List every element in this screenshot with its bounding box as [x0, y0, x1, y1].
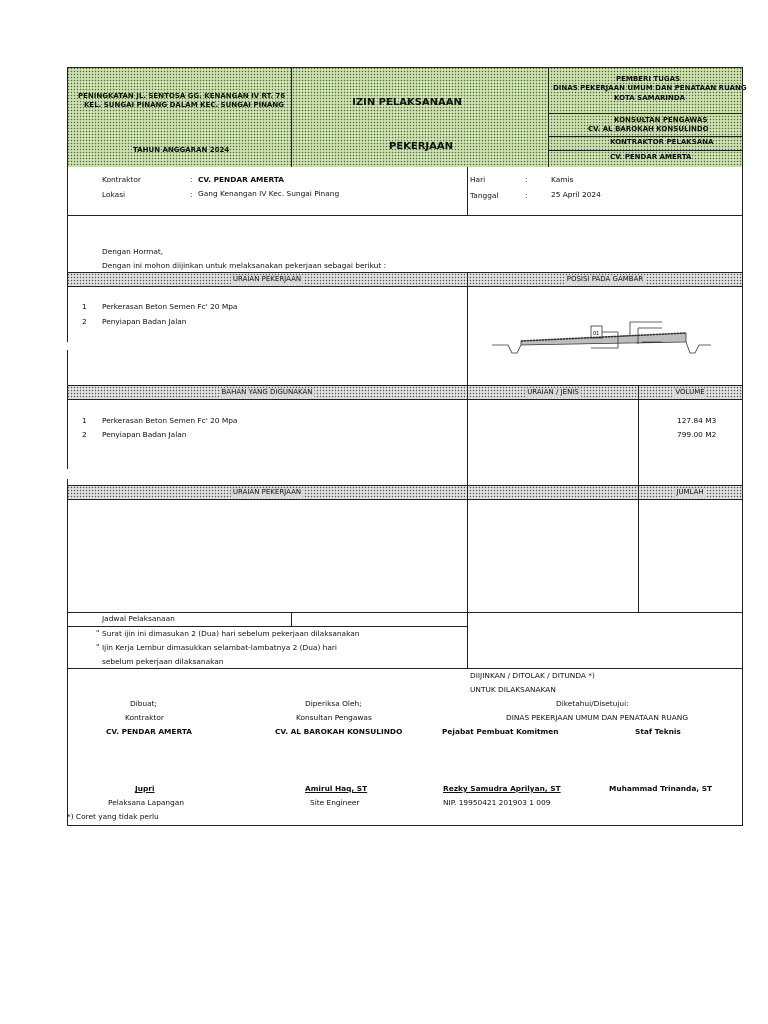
section2-item-no: 1 [82, 416, 87, 425]
title-line-1: IZIN PELAKSANAAN [352, 97, 462, 108]
info-bottom-line [67, 215, 742, 216]
tanggal-label: Tanggal [470, 191, 499, 200]
hari-label: Hari [470, 175, 486, 184]
dinas-role: DINAS PEKERJAAN UMUM DAN PENATAAN RUANG [506, 713, 689, 722]
footnote: *) Coret yang tidak perlu [67, 812, 159, 821]
approval-untuk: UNTUK DILAKSANAKAN [470, 685, 556, 694]
greeting-line-2: Dengan ini mohon diijinkan untuk melaksanakan pekerjaan sebagai berikut : [102, 261, 387, 270]
pemberi-tugas-label: PEMBERI TUGAS [616, 75, 681, 83]
left-border-gap-mask-1 [67, 342, 69, 350]
pemberi-tugas-line-2: KOTA SAMARINDA [614, 94, 686, 102]
section3-divider-2 [638, 485, 639, 612]
schedule-note-3: sebelum pekerjaan dilaksanakan [102, 657, 224, 666]
section3-header-bottom [67, 499, 742, 500]
colon: : [525, 175, 528, 184]
schedule-label: Jadwal Pelaksanaan [102, 614, 175, 623]
section2-header-bar [67, 386, 742, 399]
signature-title-2: Site Engineer [310, 798, 360, 807]
project-line-1: PENINGKATAN JL. SENTOSA GG. KENANGAN IV RT. 76 [78, 92, 286, 100]
kontraktor-value: CV. PENDAR AMERTA [198, 175, 285, 184]
kontraktor-role: Kontraktor [125, 713, 164, 722]
signature-nip-3: NIP. 19950421 201903 1 009 [443, 798, 551, 807]
section2-mid-header: URAIAN / JENIS [527, 388, 579, 396]
section3-divider-1 [467, 485, 468, 668]
diperiksa-label: Diperiksa Oleh; [305, 699, 362, 708]
section2-right-header: VOLUME [675, 388, 705, 396]
section2-item-no: 2 [82, 430, 87, 439]
schedule-note-2: Ijin Kerja Lembur dimasukkan selambat-lambatnya 2 (Dua) hari [102, 643, 337, 652]
section1-divider [467, 272, 468, 385]
section1-header-top [67, 272, 742, 273]
section2-divider-2 [638, 385, 639, 485]
section2-item-text: Penyiapan Badan Jalan [102, 430, 187, 439]
section3-header-top [67, 485, 742, 486]
signature-name-1: Jupri [135, 784, 155, 793]
kontraktor-label: Kontraktor [102, 175, 141, 184]
kontraktor-name: CV. PENDAR AMERTA [610, 153, 692, 161]
section2-left-header: BAHAN YANG DIGUNAKAN [221, 388, 313, 396]
pemberi-tugas-line-1: DINAS PEKERJAAN UMUM DAN PENATAAN RUANG [553, 84, 747, 92]
section1-item-text: Perkerasan Beton Semen Fc' 20 Mpa [102, 302, 238, 311]
konsultan-role: Konsultan Pengawas [296, 713, 372, 722]
lokasi-label: Lokasi [102, 190, 126, 199]
header-line-1 [548, 113, 742, 114]
schedule-divider [291, 612, 292, 626]
section2-item-text: Perkerasan Beton Semen Fc' 20 Mpa [102, 416, 238, 425]
konsultan-name: CV. AL BAROKAH KONSULINDO [588, 125, 709, 133]
konsultan-label: KONSULTAN PENGAWAS [614, 116, 708, 124]
greeting-line-1: Dengan Hormat, [102, 247, 164, 256]
schedule-note-1: Surat ijin ini dimasukan 2 (Dua) hari sebelum pekerjaan dilaksanakan [102, 629, 360, 638]
info-divider [467, 167, 468, 215]
header-divider-right [548, 67, 549, 167]
kontraktor-org: CV. PENDAR AMERTA [106, 727, 193, 736]
staf-label: Staf Teknis [635, 727, 681, 736]
colon: : [190, 190, 193, 199]
project-line-2: KEL. SUNGAI PINANG DALAM KEC. SUNGAI PINANG [84, 101, 284, 109]
fiscal-year: TAHUN ANGGARAN 2024 [133, 146, 230, 154]
section2-header-top [67, 385, 742, 386]
title-line-2: PEKERJAAN [388, 141, 454, 152]
section2-header-bottom [67, 399, 742, 400]
section1-item-text: Penyiapan Badan Jalan [102, 317, 187, 326]
section1-left-header: URAIAN PEKERJAAN [232, 275, 302, 283]
section1-header-bottom [67, 286, 742, 287]
schedule-bottom-line [67, 668, 742, 669]
section3-bottom-line [67, 612, 742, 613]
ppk-label: Pejabat Pembuat Komitmen [442, 727, 559, 736]
section1-item-no: 1 [82, 302, 87, 311]
hari-value: Kamis [551, 175, 574, 184]
section1-right-header: POSISI PADA GAMBAR [566, 275, 644, 283]
drawing-label: 01 [593, 331, 600, 337]
kontraktor-label: KONTRAKTOR PELAKSANA [610, 138, 714, 146]
signature-name-4: Muhammad Trinanda, ST [609, 784, 713, 793]
approval-status: DIIJINKAN / DITOLAK / DITUNDA *) [470, 671, 595, 680]
section3-right-header: JUMLAH [676, 488, 704, 496]
header-divider-left [291, 67, 292, 167]
section1-item-no: 2 [82, 317, 87, 326]
header-line-2 [548, 136, 742, 137]
header-line-3 [548, 150, 742, 151]
colon: : [525, 191, 528, 200]
diketahui-label: Diketahui/Disetujui: [556, 699, 629, 708]
dibuat-label: Dibuat; [130, 699, 158, 708]
tanggal-value: 25 April 2024 [551, 190, 601, 199]
section2-divider-1 [467, 385, 468, 485]
section3-left-header: URAIAN PEKERJAAN [232, 488, 302, 496]
section2-item-volume: 799.00 M2 [677, 430, 717, 439]
section2-item-volume: 127.84 M3 [677, 416, 717, 425]
lokasi-value: Gang Kenangan IV Kec. Sungai Pinang [198, 189, 340, 198]
road-cross-section-drawing [490, 314, 715, 364]
left-border-gap-mask-2 [67, 469, 69, 479]
konsultan-org: CV. AL BAROKAH KONSULINDO [275, 727, 403, 736]
schedule-line [67, 626, 467, 627]
signature-name-2: Amirul Haq, ST [305, 784, 368, 793]
section3-header-bar [67, 486, 742, 499]
note-bullet: " [96, 628, 100, 637]
signature-name-3: Rezky Samudra Aprilyan, ST [443, 784, 561, 793]
signature-title-1: Pelaksana Lapangan [108, 798, 184, 807]
colon: : [190, 175, 193, 184]
note-bullet: " [96, 642, 100, 651]
